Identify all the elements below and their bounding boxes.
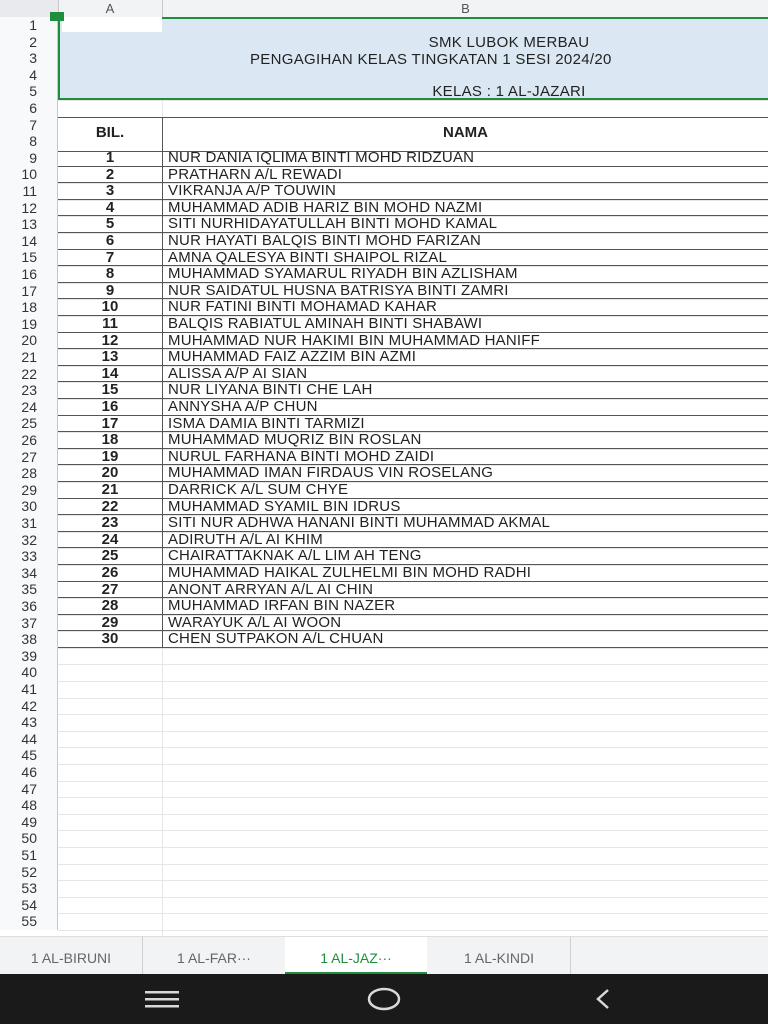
cell-divider <box>162 200 163 217</box>
table-row[interactable] <box>58 615 768 632</box>
student-number: 29 <box>101 613 119 631</box>
row-number[interactable]: 2 <box>0 34 58 51</box>
sheet-tab-al-jazari-active[interactable]: 1 AL-JAZ··· <box>285 937 427 975</box>
cell-divider <box>162 548 163 565</box>
student-number: 6 <box>105 232 115 249</box>
column-header-b[interactable]: B <box>461 1 470 16</box>
student-number: 27 <box>101 580 119 598</box>
column-headers <box>0 0 768 18</box>
student-name: BALQIS RABIATUL AMINAH BINTI SHABAWI <box>168 315 483 332</box>
class-name: KELAS : 1 AL-JAZARI <box>432 83 586 100</box>
table-row[interactable] <box>58 416 768 433</box>
selection-handle[interactable] <box>50 12 64 21</box>
row-number[interactable]: 49 <box>0 814 58 831</box>
row-number[interactable]: 8 <box>0 133 58 150</box>
table-row[interactable] <box>58 316 768 333</box>
cell-divider <box>162 316 163 333</box>
sheet-tab-al-farabi[interactable]: 1 AL-FAR··· <box>143 937 286 975</box>
grid-line <box>58 864 768 865</box>
grid-line <box>58 731 768 732</box>
student-name: SITI NUR ADHWA HANANI BINTI MUHAMMAD AKMAL <box>168 514 551 532</box>
row-number[interactable]: 4 <box>0 67 58 84</box>
grid-line <box>58 781 768 782</box>
row-number[interactable]: 53 <box>0 880 58 897</box>
table-row[interactable] <box>58 366 768 383</box>
student-number: 11 <box>102 315 118 332</box>
row-number[interactable]: 37 <box>0 615 58 632</box>
row-number[interactable]: 3 <box>0 50 58 67</box>
row-number[interactable]: 16 <box>0 266 58 283</box>
table-row[interactable] <box>58 266 768 283</box>
row-number[interactable]: 44 <box>0 731 58 748</box>
column-label-bil: BIL. <box>95 124 125 141</box>
table-row[interactable] <box>58 150 768 167</box>
table-row[interactable] <box>58 631 768 648</box>
grid-line <box>58 100 768 101</box>
row-number[interactable]: 41 <box>0 681 58 698</box>
row-number[interactable]: 35 <box>0 581 58 598</box>
row-number[interactable]: 7 <box>0 117 58 134</box>
grid-line <box>58 764 768 765</box>
table-row[interactable] <box>58 482 768 499</box>
cell-divider <box>162 333 163 350</box>
table-row[interactable] <box>58 167 768 184</box>
row-number[interactable]: 5 <box>0 83 58 100</box>
grid-line <box>58 714 768 715</box>
row-number[interactable]: 13 <box>0 216 58 233</box>
cell-divider <box>162 532 163 549</box>
row-number[interactable]: 51 <box>0 847 58 864</box>
student-number: 3 <box>105 182 115 200</box>
student-name: NUR FATINI BINTI MOHAMAD KAHAR <box>168 298 438 316</box>
row-number[interactable]: 43 <box>0 714 58 731</box>
table-row[interactable] <box>58 333 768 350</box>
column-label-nama: NAMA <box>443 124 488 141</box>
grid-line <box>58 930 768 931</box>
table-row[interactable] <box>58 382 768 399</box>
row-number[interactable]: 46 <box>0 764 58 781</box>
row-number[interactable]: 24 <box>0 399 58 416</box>
cell-divider <box>162 499 163 516</box>
row-number[interactable]: 29 <box>0 482 58 499</box>
student-number: 18 <box>101 431 119 449</box>
student-name: NUR SAIDATUL HUSNA BATRISYA BINTI ZAMRI <box>168 281 509 299</box>
row-number[interactable]: 30 <box>0 498 58 515</box>
student-number: 14 <box>101 364 119 382</box>
student-number: 28 <box>101 597 119 615</box>
grid-line <box>58 664 768 665</box>
grid-line <box>58 747 768 748</box>
row-number[interactable]: 15 <box>0 249 58 266</box>
cell-divider <box>162 449 163 466</box>
student-name: ALISSA A/P AI SIAN <box>168 364 308 382</box>
row-number[interactable]: 54 <box>0 897 58 914</box>
student-name: NURUL FARHANA BINTI MOHD ZAIDI <box>168 447 435 465</box>
table-row[interactable] <box>58 532 768 549</box>
cell-divider <box>162 515 163 532</box>
student-name: MUHAMMAD IRFAN BIN NAZER <box>168 597 396 615</box>
student-name: ANONT ARRYAN A/L AI CHIN <box>168 580 374 598</box>
row-number[interactable]: 1 <box>0 17 58 34</box>
student-number: 15 <box>101 381 119 399</box>
row-number[interactable]: 55 <box>0 913 58 930</box>
selected-cell-a1[interactable] <box>62 17 162 32</box>
cell-divider <box>162 216 163 233</box>
cell-divider <box>162 482 163 499</box>
sheet-tab-al-biruni[interactable]: 1 AL-BIRUNI <box>0 937 143 975</box>
student-number: 8 <box>105 265 115 283</box>
student-number: 21 <box>101 481 119 498</box>
row-number[interactable]: 28 <box>0 465 58 482</box>
student-number: 22 <box>101 497 119 515</box>
table-row[interactable] <box>58 283 768 300</box>
student-number: 20 <box>101 464 119 482</box>
grid-line <box>58 681 768 682</box>
student-name: SITI NURHIDAYATULLAH BINTI MOHD KAMAL <box>168 215 498 233</box>
grid-line <box>58 880 768 881</box>
table-row[interactable] <box>58 183 768 200</box>
student-name: MUHAMMAD FAIZ AZZIM BIN AZMI <box>168 348 417 366</box>
student-name: MUHAMMAD ADIB HARIZ BIN MOHD NAZMI <box>168 198 483 216</box>
cell-divider <box>162 250 163 267</box>
cell-divider <box>162 233 163 250</box>
row-number[interactable]: 33 <box>0 548 58 565</box>
student-name: CHAIRATTAKNAK A/L LIM AH TENG <box>168 547 422 565</box>
student-name: MUHAMMAD SYAMARUL RIYADH BIN AZLISHAM <box>168 265 518 283</box>
student-name: WARAYUK A/L AI WOON <box>168 613 342 631</box>
row-number[interactable]: 22 <box>0 366 58 383</box>
table-row[interactable] <box>58 582 768 599</box>
table-header <box>58 117 768 152</box>
cell-divider <box>162 283 163 300</box>
grid-line <box>58 913 768 914</box>
row-number[interactable]: 10 <box>0 166 58 183</box>
table-row[interactable] <box>58 515 768 532</box>
table-row[interactable] <box>58 465 768 482</box>
row-number[interactable]: 19 <box>0 316 58 333</box>
back-icon <box>592 987 614 1011</box>
back-button[interactable] <box>563 974 643 1024</box>
row-number[interactable]: 52 <box>0 864 58 881</box>
student-name: CHEN SUTPAKON A/L CHUAN <box>168 630 384 648</box>
table-row[interactable] <box>58 233 768 250</box>
table-row[interactable] <box>58 548 768 565</box>
student-name: ANNYSHA A/P CHUN <box>168 398 318 415</box>
table-row[interactable] <box>58 200 768 217</box>
row-number[interactable]: 11 <box>0 183 58 200</box>
row-number[interactable]: 31 <box>0 515 58 532</box>
student-number: 9 <box>105 281 115 299</box>
student-name: AMNA QALESYA BINTI SHAIPOL RIZAL <box>168 248 447 266</box>
row-number[interactable]: 50 <box>0 830 58 847</box>
row-number[interactable]: 40 <box>0 664 58 681</box>
row-number[interactable]: 23 <box>0 382 58 399</box>
sheet-tab-al-kindi[interactable]: 1 AL-KINDI <box>428 937 571 975</box>
row-number[interactable]: 48 <box>0 797 58 814</box>
student-number: 13 <box>101 348 119 366</box>
table-row[interactable] <box>58 565 768 582</box>
cell-divider <box>162 615 163 632</box>
home-button[interactable] <box>344 974 424 1024</box>
student-number: 5 <box>105 215 115 233</box>
row-number[interactable]: 6 <box>0 100 58 117</box>
cell-divider <box>162 266 163 283</box>
student-name: MUHAMMAD SYAMIL BIN IDRUS <box>168 497 401 515</box>
cell-divider <box>162 167 163 184</box>
table-row[interactable] <box>58 250 768 267</box>
grid-line <box>58 897 768 898</box>
student-name: NUR DANIA IQLIMA BINTI MOHD RIDZUAN <box>168 149 475 166</box>
row-number[interactable]: 26 <box>0 432 58 449</box>
row-number[interactable]: 42 <box>0 698 58 715</box>
table-row[interactable] <box>58 349 768 366</box>
row-number[interactable]: 36 <box>0 598 58 615</box>
home-icon <box>366 986 402 1012</box>
student-number: 30 <box>101 630 119 648</box>
recent-apps-button[interactable] <box>122 974 202 1024</box>
grid-line <box>58 814 768 815</box>
student-number: 17 <box>101 414 119 432</box>
student-name: VIKRANJA A/P TOUWIN <box>168 182 337 200</box>
row-number[interactable]: 45 <box>0 747 58 764</box>
student-name: PRATHARN A/L REWADI <box>168 165 343 183</box>
cell-divider <box>162 582 163 599</box>
student-number: 26 <box>101 564 119 581</box>
cell-divider <box>162 598 163 615</box>
grid-line <box>58 797 768 798</box>
row-number[interactable]: 17 <box>0 283 58 300</box>
table-row[interactable] <box>58 499 768 516</box>
student-name: MUHAMMAD IMAN FIRDAUS VIN ROSELANG <box>168 464 494 482</box>
student-number: 25 <box>101 547 119 565</box>
class-distribution-title: PENGAGIHAN KELAS TINGKATAN 1 SESI 2024/20 <box>250 51 612 68</box>
row-number[interactable]: 25 <box>0 415 58 432</box>
student-name: NUR HAYATI BALQIS BINTI MOHD FARIZAN <box>168 232 482 249</box>
table-row[interactable] <box>58 449 768 466</box>
cell-divider <box>162 366 163 383</box>
table-row[interactable] <box>58 299 768 316</box>
cell-divider <box>162 150 163 167</box>
row-number[interactable]: 39 <box>0 648 58 665</box>
student-name: ISMA DAMIA BINTI TARMIZI <box>168 414 365 432</box>
student-number: 10 <box>101 298 119 316</box>
grid-line <box>58 830 768 831</box>
student-name: MUHAMMAD HAIKAL ZULHELMI BIN MOHD RADHI <box>168 564 532 581</box>
student-number: 2 <box>105 165 115 183</box>
row-number[interactable]: 21 <box>0 349 58 366</box>
student-name: ADIRUTH A/L AI KHIM <box>168 530 323 548</box>
menu-icon <box>145 989 179 1009</box>
cell-divider <box>162 183 163 200</box>
table-row[interactable] <box>58 598 768 615</box>
row-number[interactable]: 47 <box>0 781 58 798</box>
row-number[interactable]: 34 <box>0 565 58 582</box>
school-name: SMK LUBOK MERBAU <box>428 34 590 51</box>
cell-divider <box>162 416 163 433</box>
student-name: MUHAMMAD MUQRIZ BIN ROSLAN <box>168 431 422 449</box>
row-number[interactable]: 14 <box>0 233 58 250</box>
student-name: DARRICK A/L SUM CHYE <box>168 481 349 498</box>
row-number[interactable]: 9 <box>0 150 58 167</box>
student-number: 16 <box>101 398 119 415</box>
student-number: 23 <box>101 514 119 532</box>
cell-divider <box>162 432 163 449</box>
row-number[interactable]: 27 <box>0 449 58 466</box>
table-row[interactable] <box>58 216 768 233</box>
cell-divider <box>162 299 163 316</box>
row-number[interactable]: 20 <box>0 332 58 349</box>
student-number: 12 <box>101 331 119 349</box>
student-name: NUR LIYANA BINTI CHE LAH <box>168 381 373 399</box>
student-number: 1 <box>105 149 115 166</box>
row-number[interactable]: 38 <box>0 631 58 648</box>
cell-divider <box>162 399 163 416</box>
row-number[interactable]: 32 <box>0 532 58 549</box>
student-number: 24 <box>101 530 119 548</box>
table-row[interactable] <box>58 432 768 449</box>
android-navigation-bar <box>0 974 768 1024</box>
student-number: 19 <box>101 447 119 465</box>
row-number[interactable]: 12 <box>0 200 58 217</box>
grid-line <box>58 698 768 699</box>
column-header-a[interactable]: A <box>58 0 163 17</box>
row-number[interactable]: 18 <box>0 299 58 316</box>
student-number: 7 <box>105 248 115 266</box>
table-row[interactable] <box>58 399 768 416</box>
cell-divider <box>162 565 163 582</box>
cell-divider <box>162 382 163 399</box>
grid-line <box>58 847 768 848</box>
student-number: 4 <box>105 198 115 216</box>
cell-divider <box>162 349 163 366</box>
student-name: MUHAMMAD NUR HAKIMI BIN MUHAMMAD HANIFF <box>168 331 540 349</box>
cell-divider <box>162 465 163 482</box>
sheet-tab-bar <box>0 936 768 975</box>
cell-divider <box>162 631 163 648</box>
